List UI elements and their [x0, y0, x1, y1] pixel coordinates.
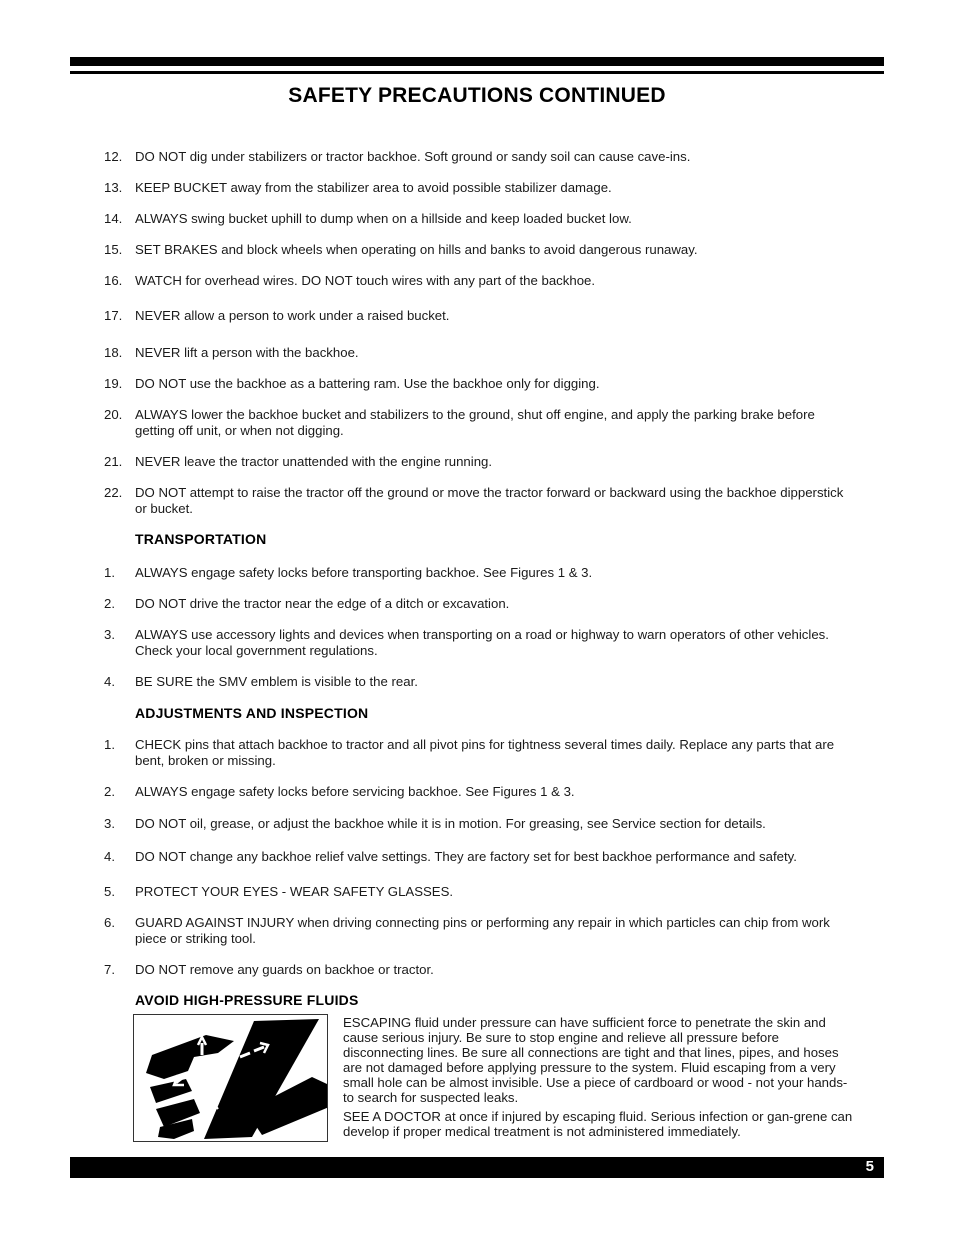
item-number: 3. [104, 816, 115, 831]
item-number: 22. [104, 485, 123, 500]
item-text: NEVER lift a person with the backhoe. [135, 345, 359, 360]
page-title: SAFETY PRECAUTIONS CONTINUED [288, 84, 666, 107]
item-text: DO NOT attempt to raise the tractor off the ground or move the tractor forward or backward using the backhoe dipperstick or bucket. [135, 485, 844, 516]
hand-with-leaking-hose-icon [134, 1015, 328, 1142]
item-number: 3. [104, 627, 115, 642]
header-rule-thin [70, 71, 884, 74]
item-text: DO NOT drive the tractor near the edge of a ditch or excavation. [135, 596, 510, 611]
item-text: NEVER allow a person to work under a raised bucket. [135, 308, 450, 323]
item-text: PROTECT YOUR EYES - WEAR SAFETY GLASSES. [135, 884, 454, 899]
item-number: 1. [104, 737, 115, 752]
item-text: ALWAYS lower the backhoe bucket and stabilizers to the ground, shut off engine, and apply the parking brake before getting off unit, or when not digging. [135, 407, 815, 438]
item-text: CHECK pins that attach backhoe to tractor and all pivot pins for tightness several times daily. Replace any parts that are bent, broken or missing. [135, 737, 835, 768]
item-number: 1. [104, 565, 115, 580]
item-number: 4. [104, 849, 115, 864]
footer-bar [70, 1157, 884, 1178]
item-text: SET BRAKES and block wheels when operating on hills and banks to avoid dangerous runaway. [135, 242, 698, 257]
item-text: KEEP BUCKET away from the stabilizer area to avoid possible stabilizer damage. [135, 180, 612, 195]
item-number: 4. [104, 674, 115, 689]
item-number: 18. [104, 345, 123, 360]
item-number: 12. [104, 149, 123, 164]
item-number: 20. [104, 407, 123, 422]
item-number: 2. [104, 596, 115, 611]
item-text: DO NOT dig under stabilizers or tractor backhoe. Soft ground or sandy soil can cause cave-ins. [135, 149, 691, 164]
item-text: BE SURE the SMV emblem is visible to the rear. [135, 674, 418, 689]
section-heading-adjustments: ADJUSTMENTS AND INSPECTION [135, 705, 369, 721]
section-heading-fluids: AVOID HIGH-PRESSURE FLUIDS [135, 992, 359, 1008]
item-number: 7. [104, 962, 115, 977]
item-text: ALWAYS engage safety locks before servicing backhoe. See Figures 1 & 3. [135, 784, 575, 799]
item-text: DO NOT oil, grease, or adjust the backhoe while it is in motion. For greasing, see Service section for details. [135, 816, 766, 831]
item-number: 17. [104, 308, 123, 323]
item-text: DO NOT use the backhoe as a battering ram. Use the backhoe only for digging. [135, 376, 600, 391]
fluids-paragraph-2: SEE A DOCTOR at once if injured by escaping fluid. Serious infection or gan-grene can develop if proper medical treatment is not administered immediately. [343, 1109, 853, 1139]
page-number: 5 [865, 1158, 874, 1175]
item-number: 13. [104, 180, 123, 195]
item-text: ALWAYS swing bucket uphill to dump when on a hillside and keep loaded bucket low. [135, 211, 632, 226]
item-number: 16. [104, 273, 123, 288]
item-text: ALWAYS engage safety locks before transporting backhoe. See Figures 1 & 3. [135, 565, 593, 580]
item-text: DO NOT remove any guards on backhoe or tractor. [135, 962, 434, 977]
header-rule-thick [70, 57, 884, 66]
item-text: WATCH for overhead wires. DO NOT touch wires with any part of the backhoe. [135, 273, 596, 288]
item-number: 5. [104, 884, 115, 899]
hand-fluid-warning-illustration [133, 1014, 328, 1142]
section-heading-transportation: TRANSPORTATION [135, 531, 267, 547]
item-text: DO NOT change any backhoe relief valve settings. They are factory set for best backhoe performance and safety. [135, 849, 797, 864]
item-text: ALWAYS use accessory lights and devices when transporting on a road or highway to warn operators of other vehicles. Check your local government regulations. [135, 627, 829, 658]
item-text: NEVER leave the tractor unattended with the engine running. [135, 454, 493, 469]
item-text: GUARD AGAINST INJURY when driving connecting pins or performing any repair in which particles can chip from work piece or striking tool. [135, 915, 830, 946]
item-number: 6. [104, 915, 115, 930]
item-number: 2. [104, 784, 115, 799]
item-number: 14. [104, 211, 123, 226]
item-number: 15. [104, 242, 123, 257]
item-number: 19. [104, 376, 123, 391]
fluids-paragraph-1: ESCAPING fluid under pressure can have sufficient force to penetrate the skin and cause serious injury. Be sure to stop engine and relieve all pressure before disconnecting lines. Be sure all connections are tight and that lines, pipes, and hoses are not damaged before applying pressure to the system. Fluid escaping from a very small hole can be almost invisible. Use a piece of cardboard or wood - not your hands-to search for suspected leaks. [343, 1015, 848, 1105]
item-number: 21. [104, 454, 123, 469]
